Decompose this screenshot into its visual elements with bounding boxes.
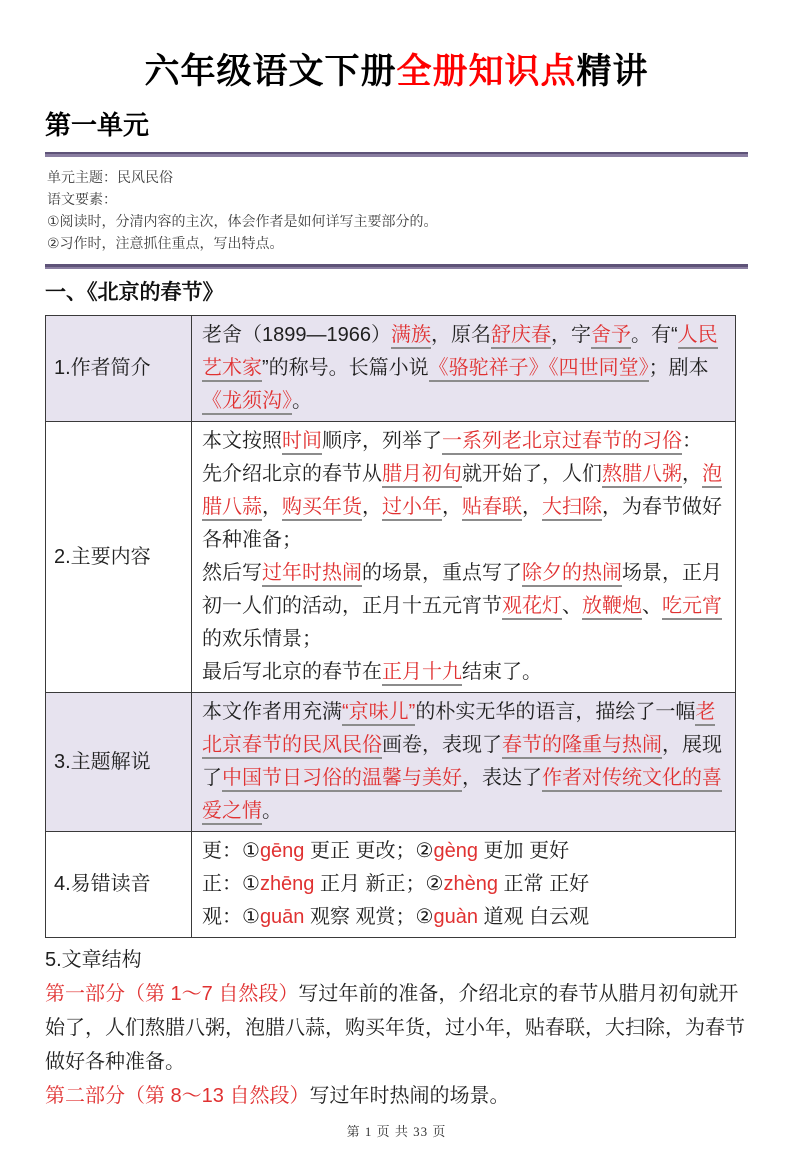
main-content-paragraph-3	[202, 557, 729, 656]
text-segment: 然后写	[202, 562, 262, 584]
text-segment: 吃元宵	[662, 595, 722, 620]
text-segment: 更正 更改；②	[304, 840, 434, 862]
text-segment: ，	[362, 496, 382, 518]
text-segment: 、	[562, 595, 582, 617]
main-content-paragraph-1	[202, 425, 729, 458]
text-segment: 画卷，表现了	[382, 734, 502, 756]
text-segment: 中国节日习俗的温馨与美好	[222, 767, 462, 792]
text-segment: 本文作者用充满	[202, 701, 342, 723]
pronunciation-line-2	[202, 868, 729, 901]
structure-heading: 5.文章结构	[45, 949, 142, 971]
text-segment: 本文按照	[202, 430, 282, 452]
main-content-paragraph-2	[202, 458, 729, 557]
text-segment: 先介绍北京的春节从	[202, 463, 382, 485]
pronunciation-line-1	[202, 835, 729, 868]
text-segment: 《骆驼祥子》《四世同堂》	[429, 357, 649, 382]
title-segment-grade: 六年级语文下册	[144, 52, 397, 91]
row-label-theme: 3.主题解说	[46, 693, 192, 832]
text-segment: 的欢乐情景；	[202, 628, 322, 650]
page-footer: 第 1 页 共 33 页	[346, 1124, 447, 1139]
title-segment-highlight: 全册知识点	[396, 52, 577, 91]
text-segment: 第一部分（第 1～7 自然段）	[45, 983, 299, 1005]
text-segment: 的朴实无华的语言，描绘了一幅	[415, 701, 696, 723]
row-content-main-content	[192, 422, 736, 693]
text-segment: ，表达了	[462, 767, 542, 789]
text-segment: 老舍（1899—1966）	[202, 324, 391, 346]
text-segment: 。有“	[630, 324, 678, 346]
text-segment: 道观 白云观	[477, 906, 590, 928]
author-paragraph	[202, 319, 729, 418]
text-segment: 、	[642, 595, 662, 617]
text-segment: 正月 新正；②	[314, 873, 444, 895]
text-segment: 贴春联	[462, 496, 522, 521]
text-segment: ”的称号。长篇小说	[262, 357, 429, 379]
text-segment: 购买年货	[282, 496, 362, 521]
row-content-theme	[192, 693, 736, 832]
text-segment: 舒庆春	[491, 324, 551, 349]
text-segment: 春节的隆重与热闹	[502, 734, 662, 759]
text-segment: 除夕的热闹	[522, 562, 622, 587]
text-segment: 腊月初旬	[382, 463, 462, 488]
text-segment: zhēng	[259, 873, 315, 895]
text-segment: 泡腊八蒜	[202, 463, 722, 521]
unit-heading: 第一单元	[45, 110, 150, 140]
structure-part-2	[45, 1079, 748, 1113]
text-segment: 过小年	[382, 496, 442, 521]
text-segment: ，	[522, 496, 542, 518]
text-segment: 作者对传统文化的喜爱之情	[202, 767, 722, 825]
unit-element-2: ②习作时，注意抓住重点，写出特点。	[47, 235, 284, 251]
text-segment: 。	[292, 390, 312, 412]
text-segment: 写过年前的准备，介绍北京的春节从腊月初旬就开始了，人们熬腊八粥，泡腊八蒜，购买年货，过小年，贴春联，大扫除，为春节做好各种准备。	[45, 983, 745, 1073]
text-segment: 过年时热闹	[262, 562, 362, 587]
text-segment: 《龙须沟》	[202, 390, 292, 415]
unit-info-box	[45, 157, 748, 264]
text-segment: 正常 正好	[497, 873, 590, 895]
text-segment: 人民艺术家	[202, 324, 718, 382]
text-segment: 老北京春节的民风民俗	[202, 701, 715, 759]
text-segment: ，	[262, 496, 282, 518]
text-segment: zhèng	[443, 873, 498, 895]
pronunciation-line-3	[202, 901, 729, 934]
document-title	[45, 50, 748, 94]
text-segment: 放鞭炮	[582, 595, 642, 620]
text-segment: ，	[442, 496, 462, 518]
table-row-author	[46, 316, 736, 422]
text-segment: ：	[682, 430, 702, 452]
text-segment: 就开始了，人们	[462, 463, 602, 485]
text-segment: 更加 更好	[477, 840, 570, 862]
text-segment: 舍予	[591, 324, 631, 349]
text-segment: ，字	[550, 324, 591, 346]
document-page	[0, 50, 793, 1172]
text-segment: 正月十九	[382, 661, 462, 686]
text-segment: guàn	[433, 906, 478, 928]
row-content-author	[192, 316, 736, 422]
unit-theme-line: 单元主题：民风民俗	[47, 169, 173, 185]
structure-part-1	[45, 977, 748, 1079]
text-segment: ，原名	[430, 324, 491, 346]
text-segment: ，	[682, 463, 702, 485]
text-segment: ；剧本	[648, 357, 709, 379]
lesson-heading: 一、《北京的春节》	[45, 281, 224, 304]
text-segment: 写过年时热闹的场景。	[309, 1085, 510, 1107]
table-row-pronunciation	[46, 832, 736, 938]
row-label-author: 1.作者简介	[46, 316, 192, 422]
text-segment: 观察 观赏；②	[304, 906, 434, 928]
unit-elements-label: 语文要素：	[47, 191, 117, 207]
text-segment: 顺序，列举了	[322, 430, 442, 452]
text-segment: 更：①	[202, 840, 260, 862]
text-segment: 时间	[282, 430, 322, 455]
main-content-paragraph-4	[202, 656, 729, 689]
text-segment: 一系列老北京过春节的习俗	[442, 430, 682, 455]
text-segment: ，为春节做好各种准备；	[202, 496, 722, 551]
text-segment: 场景，正月初一人们的活动，正月十五元宵节	[202, 562, 722, 617]
text-segment: 观：①	[202, 906, 260, 928]
row-label-pronunciation: 4.易错读音	[46, 832, 192, 938]
text-segment: 大扫除	[542, 496, 602, 521]
text-segment: 满族	[391, 324, 431, 349]
structure-section	[45, 943, 748, 1113]
text-segment: 结束了。	[462, 661, 542, 683]
double-rule-bottom	[45, 264, 748, 269]
text-segment: 熬腊八粥	[602, 463, 682, 488]
text-segment: guān	[259, 906, 305, 928]
table-row-theme	[46, 693, 736, 832]
unit-element-1: ①阅读时，分清内容的主次，体会作者是如何详写主要部分的。	[47, 213, 438, 229]
text-segment: 正：①	[202, 873, 260, 895]
title-segment-suffix: 精讲	[576, 52, 649, 91]
text-segment: 最后写北京的春节在	[202, 661, 382, 683]
table-row-main-content	[46, 422, 736, 693]
text-segment: 的场景，重点写了	[362, 562, 522, 584]
theme-paragraph	[202, 696, 729, 828]
knowledge-table	[45, 315, 736, 938]
text-segment: “京味儿”	[342, 701, 415, 726]
text-segment: 观花灯	[502, 595, 562, 620]
text-segment: 。	[262, 800, 282, 822]
text-segment: 第二部分（第 8～13 自然段）	[45, 1085, 310, 1107]
text-segment: ，展现了	[202, 734, 722, 789]
row-label-main-content: 2.主要内容	[46, 422, 192, 693]
text-segment: gēng	[259, 840, 305, 862]
text-segment: gèng	[433, 840, 478, 862]
row-content-pronunciation	[192, 832, 736, 938]
